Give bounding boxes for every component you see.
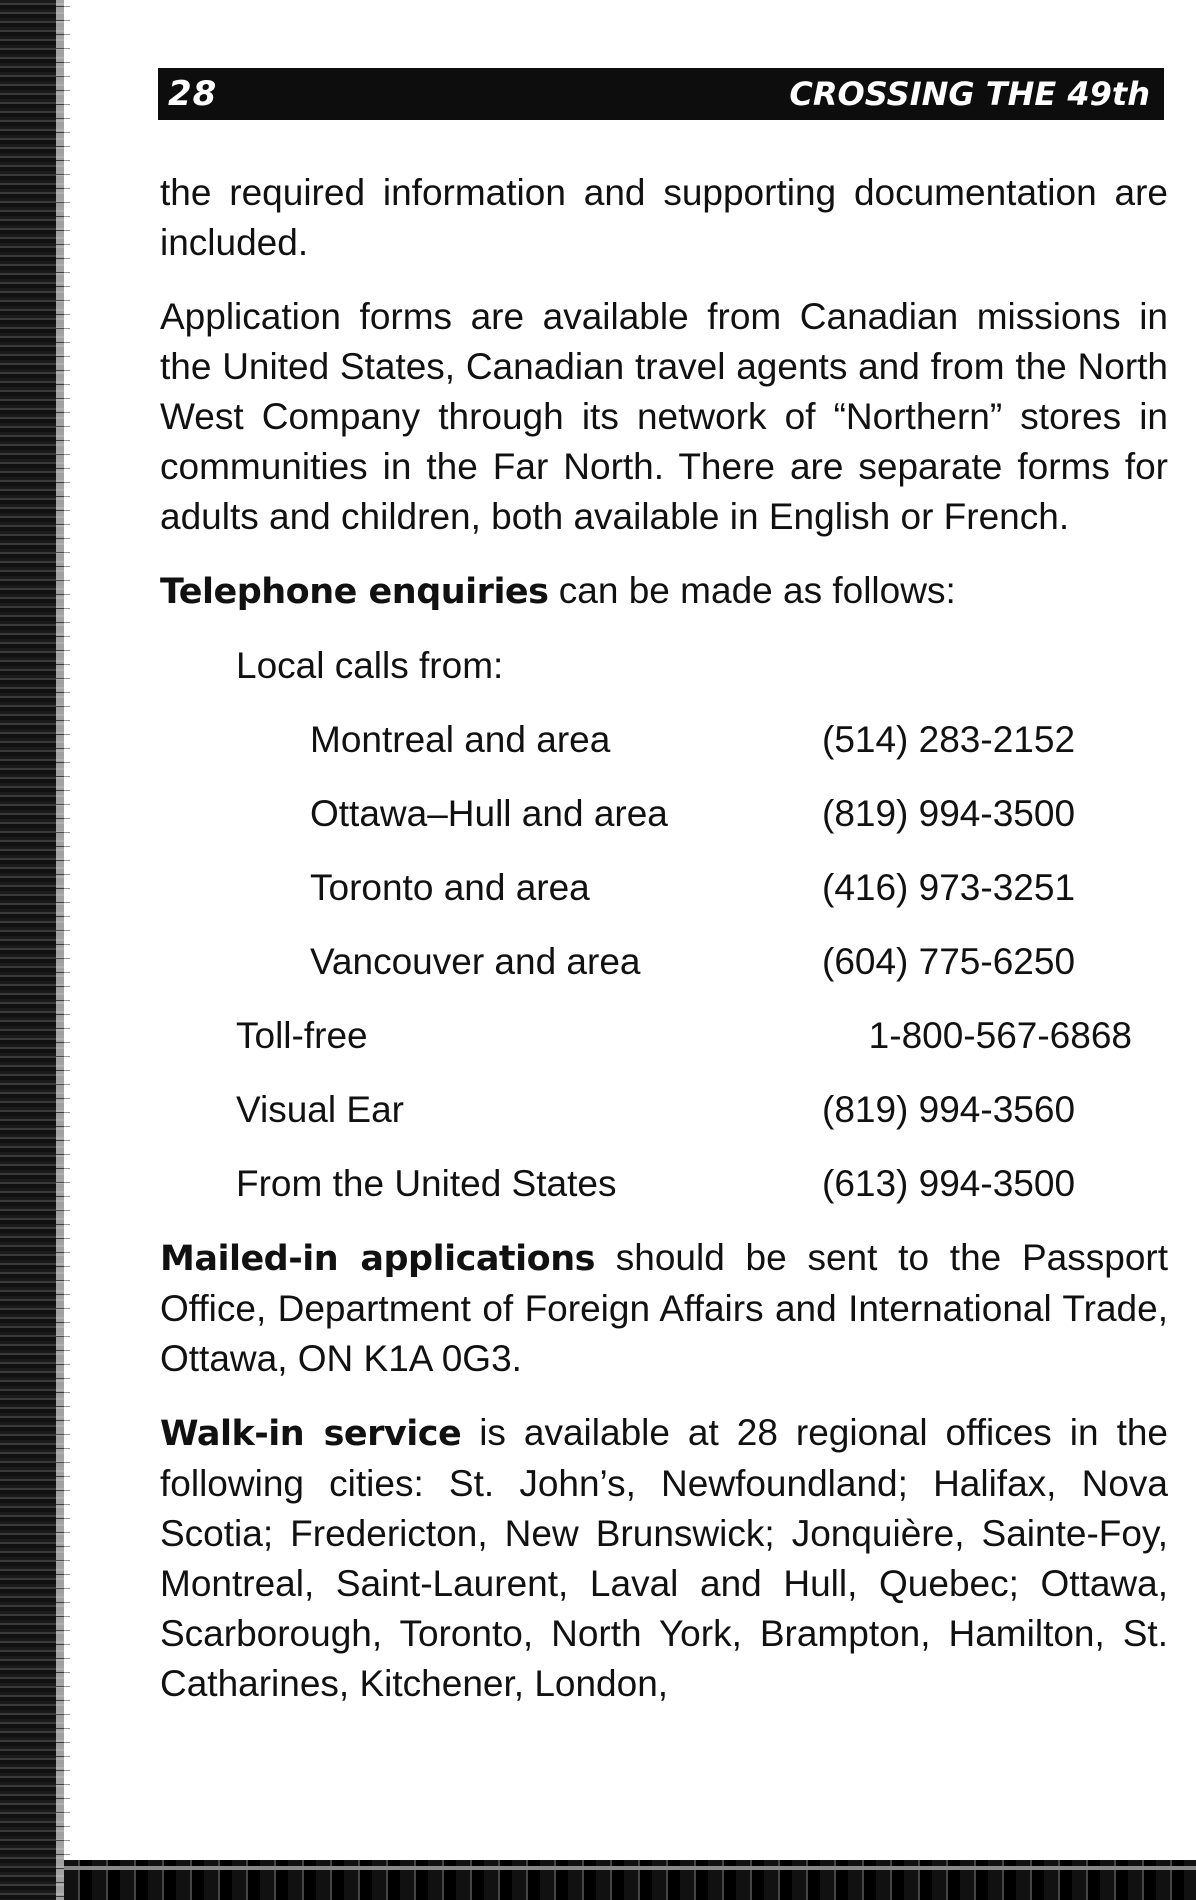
mailed-in-text: should be sent to the Passport Office, Department of Foreign Affairs and International Trade, Ottawa, ON K1A 0G3. [160, 1237, 1169, 1379]
paragraph-application-forms: Application forms are available from Canadian missions in the United States, Canadian travel agents and from the North West Company through its network of “Northern” stores in communities in the Far North. There are separate forms for adults and children, both available in English or French. [160, 296, 1168, 537]
running-header-bar [158, 68, 1164, 120]
telephone-enquiries-text: can be made as follows: [548, 570, 956, 611]
phone-row-ottawa-hull [160, 789, 1168, 839]
local-calls-heading: Local calls from: [236, 645, 504, 686]
walk-in-heading: Walk-in service [160, 1414, 462, 1454]
local-numbers-list [160, 715, 1168, 987]
phone-number: (819) 994-3500 [822, 793, 1076, 834]
phone-label: Ottawa–Hull and area [310, 793, 668, 834]
telephone-enquiries-heading: Telephone enquiries [160, 572, 549, 612]
paragraph-continuation: the required information and supporting documentation are included. [160, 172, 1168, 263]
phone-number: (604) 775-6250 [822, 941, 1076, 982]
page-number: 28 [168, 74, 218, 114]
phone-label: From the United States [236, 1163, 617, 1204]
phone-row-vancouver [160, 937, 1168, 987]
phone-row-visual-ear [160, 1085, 1168, 1135]
phone-label: Vancouver and area [310, 941, 641, 982]
paragraph-mailed-in [160, 1233, 1168, 1384]
phone-row-toll-free [160, 1011, 1168, 1061]
phone-number: (416) 973-3251 [822, 867, 1076, 908]
phone-label: Toll-free [236, 1015, 368, 1056]
phone-label: Toronto and area [310, 867, 590, 908]
phone-label: Montreal and area [310, 719, 611, 760]
phone-number: (613) 994-3500 [822, 1163, 1076, 1204]
phone-label: Visual Ear [236, 1089, 404, 1130]
phone-row-montreal [160, 715, 1168, 765]
paragraph-walk-in [160, 1408, 1168, 1709]
scan-bottom-line [64, 1866, 1196, 1870]
scan-left-border [0, 0, 64, 1900]
page-body [160, 168, 1168, 1733]
mailed-in-heading: Mailed-in applications [160, 1239, 595, 1279]
phone-row-from-us [160, 1159, 1168, 1209]
walk-in-text: is available at 28 regional offices in the following cities: St. John’s, Newfoundland; Halifax, Nova Scotia; Fredericton, New Brunswick; Jonquière, Sainte-Foy, Montreal, Saint-Laurent, Laval and Hull, Quebec; Ottawa, Scarborough, Toronto, North York, Brampton, Hamilton, St. Catharines, Kitchener, London, [160, 1412, 1168, 1704]
phone-number: 1-800-567-6868 [868, 1015, 1132, 1056]
phone-row-toronto [160, 863, 1168, 913]
phone-number: (514) 283-2152 [822, 719, 1076, 760]
paragraph-telephone-enquiries [160, 566, 1168, 617]
other-numbers-list [160, 1011, 1168, 1209]
running-title: CROSSING THE 49th [789, 75, 1150, 113]
phone-number: (819) 994-3560 [822, 1089, 1076, 1130]
scan-left-edge [56, 0, 70, 1900]
